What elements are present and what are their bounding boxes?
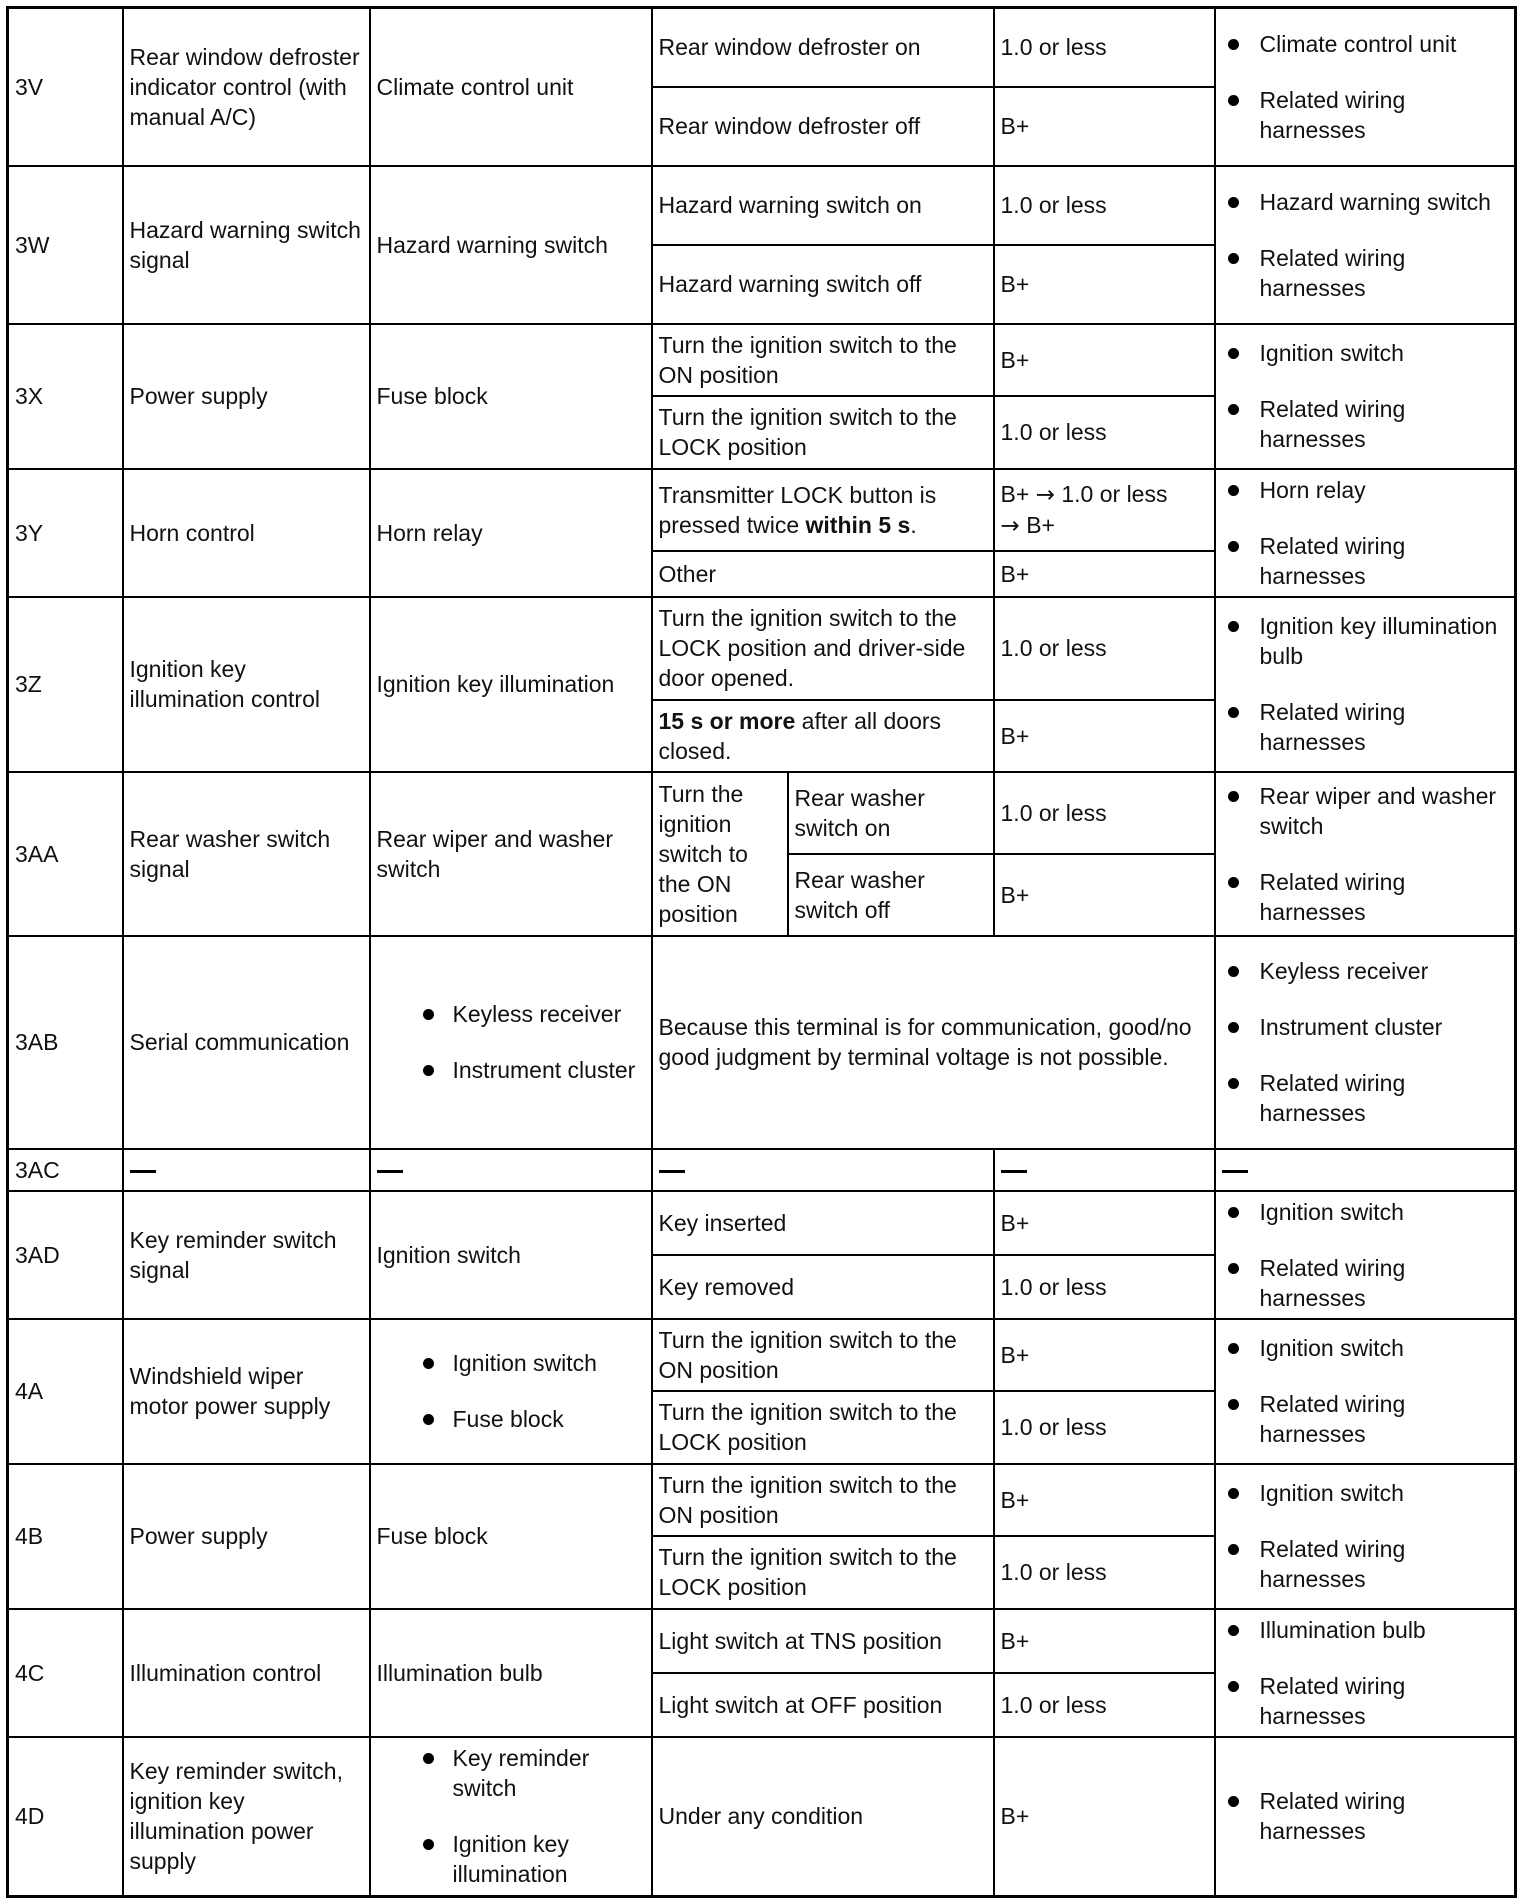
inspection-item-cell: Rear window defroster indicator control (with manual A/C) xyxy=(123,8,370,166)
connected-component-cell: Hazard warning switch xyxy=(370,166,652,324)
voltage-cell: 1.0 or less xyxy=(994,1255,1215,1319)
voltage-cell: B+ xyxy=(994,1609,1215,1673)
inspection-item-cell: Rear washer switch signal xyxy=(123,772,370,936)
condition-cell: Key inserted xyxy=(652,1191,994,1255)
voltage-cell: B+ xyxy=(994,87,1215,166)
check-item: Ignition key illumination bulb xyxy=(1222,611,1509,671)
check-item: Related wiring harnesses xyxy=(1222,394,1509,454)
empty-cell xyxy=(370,1149,652,1191)
table-row xyxy=(8,936,1516,1149)
table-row xyxy=(8,469,1516,551)
check-item: Rear wiper and washer switch xyxy=(1222,781,1509,841)
voltage-cell: 1.0 or less xyxy=(994,166,1215,245)
voltage-cell: B+ xyxy=(994,1191,1215,1255)
voltage-cell: 1.0 or less xyxy=(994,1536,1215,1609)
check-item: Related wiring harnesses xyxy=(1222,867,1509,927)
check-item: Horn relay xyxy=(1222,475,1509,505)
check-item: Ignition switch xyxy=(1222,1333,1509,1363)
check-item-cell xyxy=(1215,1319,1516,1464)
check-item: Related wiring harnesses xyxy=(1222,697,1509,757)
table-row xyxy=(8,772,1516,854)
terminal-cell: 4C xyxy=(8,1609,123,1737)
voltage-cell: 1.0 or less xyxy=(994,597,1215,700)
condition-cell: Light switch at TNS position xyxy=(652,1609,994,1673)
condition-cell: Rear washer switch on xyxy=(788,772,994,854)
check-item: Related wiring harnesses xyxy=(1222,85,1509,145)
check-item: Ignition switch xyxy=(1222,338,1509,368)
table-row xyxy=(8,8,1516,87)
table-row xyxy=(8,1149,1516,1191)
table-row xyxy=(8,1609,1516,1673)
voltage-cell: B+ xyxy=(994,854,1215,936)
check-item-cell xyxy=(1215,1191,1516,1319)
terminal-cell: 3Z xyxy=(8,597,123,772)
check-item: Hazard warning switch xyxy=(1222,187,1509,217)
empty-cell xyxy=(994,1149,1215,1191)
condition-cell: Turn the ignition switch to the LOCK position xyxy=(652,396,994,469)
check-item-cell xyxy=(1215,166,1516,324)
check-item: Related wiring harnesses xyxy=(1222,1786,1509,1846)
terminal-cell: 3AA xyxy=(8,772,123,936)
terminal-cell: 3AB xyxy=(8,936,123,1149)
inspection-item-cell: Ignition key illumination control xyxy=(123,597,370,772)
check-item: Related wiring harnesses xyxy=(1222,243,1509,303)
inspection-item-cell: Key reminder switch signal xyxy=(123,1191,370,1319)
condition-cell: Turn the ignition switch to the LOCK position xyxy=(652,1391,994,1464)
dash-mark xyxy=(377,1170,403,1173)
condition-main-cell: Turn the ignition switch to the ON position xyxy=(652,772,788,936)
connected-component-cell xyxy=(370,936,652,1149)
check-item: Climate control unit xyxy=(1222,29,1509,59)
check-item-cell xyxy=(1215,936,1516,1149)
component-item: Key reminder switch xyxy=(377,1743,645,1803)
condition-cell: Rear window defroster on xyxy=(652,8,994,87)
terminal-cell: 4A xyxy=(8,1319,123,1464)
voltage-cell: 1.0 or less xyxy=(994,396,1215,469)
dash-mark xyxy=(659,1170,685,1173)
inspection-table-page xyxy=(6,6,1514,1887)
check-item: Ignition switch xyxy=(1222,1478,1509,1508)
voltage-cell: B+ → 1.0 or less → B+ xyxy=(994,469,1215,551)
connected-component-cell: Climate control unit xyxy=(370,8,652,166)
condition-cell: Turn the ignition switch to the ON position xyxy=(652,324,994,396)
condition-cell: Light switch at OFF position xyxy=(652,1673,994,1737)
arrow-right-icon: → xyxy=(1035,481,1055,508)
check-item: Related wiring harnesses xyxy=(1222,1253,1509,1313)
check-item: Related wiring harnesses xyxy=(1222,1534,1509,1594)
inspection-item-cell: Serial communication xyxy=(123,936,370,1149)
connected-component-cell: Illumination bulb xyxy=(370,1609,652,1737)
terminal-cell: 3X xyxy=(8,324,123,469)
check-item: Instrument cluster xyxy=(1222,1012,1509,1042)
terminal-cell: 4B xyxy=(8,1464,123,1609)
check-item-cell xyxy=(1215,1737,1516,1897)
condition-cell: Under any condition xyxy=(652,1737,994,1897)
terminal-cell: 3AC xyxy=(8,1149,123,1191)
table-row xyxy=(8,597,1516,700)
condition-cell: Hazard warning switch off xyxy=(652,245,994,324)
dash-mark xyxy=(1222,1170,1248,1173)
component-item: Ignition switch xyxy=(377,1348,645,1378)
dash-mark xyxy=(130,1170,156,1173)
inspection-item-cell: Hazard warning switch signal xyxy=(123,166,370,324)
condition-cell: Transmitter LOCK button is pressed twice within 5 s. xyxy=(652,469,994,551)
voltage-cell: B+ xyxy=(994,1319,1215,1391)
check-item-cell xyxy=(1215,469,1516,597)
component-item: Ignition key illumination xyxy=(377,1829,645,1889)
component-item: Fuse block xyxy=(377,1404,645,1434)
inspection-item-cell: Illumination control xyxy=(123,1609,370,1737)
inspection-item-cell: Power supply xyxy=(123,1464,370,1609)
check-item: Related wiring harnesses xyxy=(1222,1671,1509,1731)
condition-cell: Turn the ignition switch to the LOCK position xyxy=(652,1536,994,1609)
terminal-cell: 3W xyxy=(8,166,123,324)
arrow-right-icon: → xyxy=(1000,512,1020,539)
connected-component-cell: Ignition key illumination xyxy=(370,597,652,772)
voltage-cell: B+ xyxy=(994,245,1215,324)
check-item-cell xyxy=(1215,1464,1516,1609)
check-item: Related wiring harnesses xyxy=(1222,531,1509,591)
condition-cell: 15 s or more after all doors closed. xyxy=(652,700,994,772)
condition-cell: Rear washer switch off xyxy=(788,854,994,936)
condition-cell: Turn the ignition switch to the ON position xyxy=(652,1464,994,1536)
table-row xyxy=(8,1464,1516,1536)
terminal-voltage-table xyxy=(6,6,1517,1898)
table-row xyxy=(8,1191,1516,1255)
inspection-item-cell: Windshield wiper motor power supply xyxy=(123,1319,370,1464)
voltage-cell: 1.0 or less xyxy=(994,1391,1215,1464)
check-item: Illumination bulb xyxy=(1222,1615,1509,1645)
empty-cell xyxy=(652,1149,994,1191)
condition-cell: Key removed xyxy=(652,1255,994,1319)
connected-component-cell xyxy=(370,1737,652,1897)
condition-cell: Other xyxy=(652,551,994,597)
voltage-cell: B+ xyxy=(994,700,1215,772)
component-item: Keyless receiver xyxy=(377,999,645,1029)
voltage-cell: 1.0 or less xyxy=(994,1673,1215,1737)
check-item-cell xyxy=(1215,324,1516,469)
table-row xyxy=(8,1319,1516,1391)
inspection-item-cell: Power supply xyxy=(123,324,370,469)
voltage-cell: 1.0 or less xyxy=(994,8,1215,87)
connected-component-cell: Ignition switch xyxy=(370,1191,652,1319)
condition-cell: Turn the ignition switch to the LOCK position and driver-side door opened. xyxy=(652,597,994,700)
condition-cell: Rear window defroster off xyxy=(652,87,994,166)
inspection-item-cell: Key reminder switch, ignition key illumination power supply xyxy=(123,1737,370,1897)
check-item: Related wiring harnesses xyxy=(1222,1389,1509,1449)
table-row xyxy=(8,166,1516,245)
voltage-cell: B+ xyxy=(994,324,1215,396)
inspection-item-cell: Horn control xyxy=(123,469,370,597)
terminal-cell: 3V xyxy=(8,8,123,166)
empty-cell xyxy=(1215,1149,1516,1191)
terminal-cell: 3Y xyxy=(8,469,123,597)
check-item: Related wiring harnesses xyxy=(1222,1068,1509,1128)
connected-component-cell: Fuse block xyxy=(370,1464,652,1609)
voltage-cell: B+ xyxy=(994,1464,1215,1536)
condition-cell: Turn the ignition switch to the ON position xyxy=(652,1319,994,1391)
component-item: Instrument cluster xyxy=(377,1055,645,1085)
check-item: Ignition switch xyxy=(1222,1197,1509,1227)
check-item-cell xyxy=(1215,8,1516,166)
check-item-cell xyxy=(1215,1609,1516,1737)
dash-mark xyxy=(1001,1170,1027,1173)
voltage-cell: B+ xyxy=(994,551,1215,597)
check-item-cell xyxy=(1215,772,1516,936)
connected-component-cell: Horn relay xyxy=(370,469,652,597)
connected-component-cell xyxy=(370,1319,652,1464)
note-cell: Because this terminal is for communication, good/no good judgment by terminal voltage is not possible. xyxy=(652,936,1215,1149)
condition-cell: Hazard warning switch on xyxy=(652,166,994,245)
connected-component-cell: Rear wiper and washer switch xyxy=(370,772,652,936)
terminal-cell: 3AD xyxy=(8,1191,123,1319)
check-item: Keyless receiver xyxy=(1222,956,1509,986)
table-row xyxy=(8,1737,1516,1897)
table-row xyxy=(8,324,1516,396)
terminal-cell: 4D xyxy=(8,1737,123,1897)
voltage-cell: 1.0 or less xyxy=(994,772,1215,854)
connected-component-cell: Fuse block xyxy=(370,324,652,469)
voltage-cell: B+ xyxy=(994,1737,1215,1897)
empty-cell xyxy=(123,1149,370,1191)
check-item-cell xyxy=(1215,597,1516,772)
